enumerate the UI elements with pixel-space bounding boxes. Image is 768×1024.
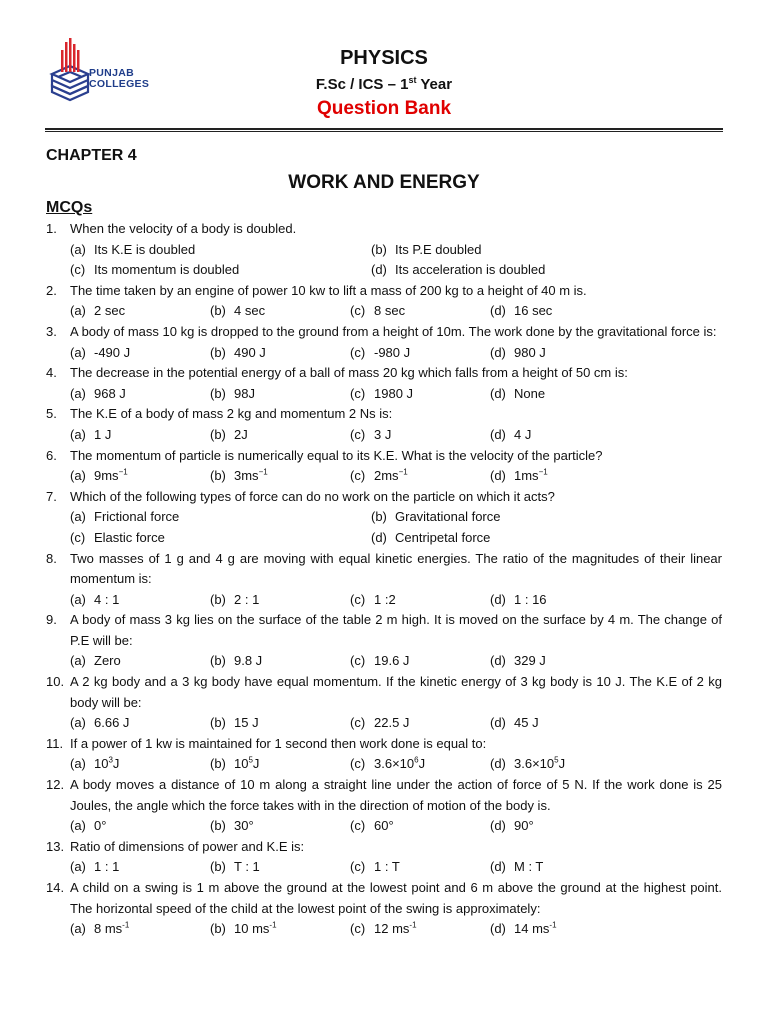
question-number: 3. [46,323,57,339]
option [70,754,210,775]
option [350,301,490,322]
option-text: 16 sec [514,303,553,319]
option-text: Gravitational force [395,509,501,525]
section-heading: MCQs [46,199,93,216]
option-letter: (d) [371,529,387,545]
option [210,384,350,405]
option-letter: (a) [70,303,86,319]
option-letter: (c) [70,262,86,278]
option [210,713,350,734]
option-letter: (b) [210,921,226,937]
option [490,425,630,446]
option [210,816,350,837]
option-letter: (c) [350,303,366,319]
option-exponent: -1 [269,920,277,930]
page-header [0,0,768,130]
option-text: T : 1 [234,859,260,875]
option [70,384,210,405]
option-text: 2 : 1 [234,591,260,607]
option-letter: (d) [371,262,387,278]
option-letter: (b) [210,818,226,834]
option-letter: (b) [210,468,226,484]
option [70,240,371,261]
option [371,240,672,261]
question-text: If a power of 1 kw is maintained for 1 second then work done is equal to: [70,735,487,751]
option-letter: (c) [350,756,366,772]
logo-line-2: COLLEGES [89,78,150,90]
option-letter: (d) [490,303,506,319]
option-text: 1 :2 [374,591,396,607]
class-prefix: F.Sc / ICS – 1 [315,76,409,93]
question [46,549,722,590]
option-text: 3ms [234,468,259,484]
question-number: 7. [46,488,57,504]
option [490,919,630,940]
options [46,816,722,837]
option-exponent: -1 [409,920,417,930]
option-exponent: 5 [554,756,559,766]
option-text: 2J [234,426,248,442]
option-letter: (a) [70,241,86,257]
question [46,734,722,755]
option [371,260,672,281]
option [210,590,350,611]
option-text: Its K.E is doubled [94,241,196,257]
option-text: 9ms [94,468,119,484]
question [46,775,722,816]
question-text: Ratio of dimensions of power and K.E is: [70,838,305,854]
option [210,466,350,487]
option-exponent: −1 [538,467,548,477]
question-text: The momentum of particle is numerically equal to its K.E. What is the velocity of the particle? [70,447,603,463]
option-text: 4 : 1 [94,591,120,607]
option-text: 1ms [514,468,539,484]
option-letter: (a) [70,653,86,669]
option-text: 30° [234,818,254,834]
option-exponent: -1 [549,920,557,930]
option-letter: (b) [210,344,226,360]
options [46,713,722,734]
question-text: Which of the following types of force can do no work on the particle on which it acts? [70,488,555,504]
option [350,713,490,734]
topic-heading: WORK AND ENERGY [288,172,480,193]
option-letter: (a) [70,344,86,360]
question-number: 13. [46,838,65,854]
question-text: The decrease in the potential energy of a ball of mass 20 kg which falls from a height of 50 cm is: [70,365,628,381]
options [46,857,722,878]
option [70,528,371,549]
option [350,343,490,364]
question [46,281,722,302]
options [46,425,722,446]
option-text: 98J [234,385,255,401]
option-text: 3.6×10 [374,756,415,772]
class-suffix: Year [416,76,453,93]
option-letter: (d) [490,426,506,442]
option [70,301,210,322]
mcq-list [46,219,722,940]
options [46,240,722,281]
option [70,507,371,528]
subject-title: PHYSICS [340,47,428,69]
option [350,754,490,775]
option-letter: (c) [350,715,366,731]
question-text: A body moves a distance of 10 m along a straight line under the action of force of 5 N. If the work done is 25 Joules, the angle which the force takes with in the direction of motion of the body is. [70,777,722,813]
option-text: Its acceleration is doubled [395,262,546,278]
option-exponent: −1 [398,467,408,477]
question-number: 4. [46,365,57,381]
option-text: -980 J [374,344,411,360]
option [350,590,490,611]
header-divider [45,128,723,132]
option-text: 19.6 J [374,653,410,669]
option [490,590,630,611]
option-letter: (d) [490,756,506,772]
question [46,487,722,508]
option [490,651,630,672]
options [46,301,722,322]
option-text: 15 J [234,715,259,731]
option-exponent: 6 [414,756,419,766]
option-text: 9.8 J [234,653,263,669]
option-letter: (c) [350,591,366,607]
question-text: A 2 kg body and a 3 kg body have equal momentum. If the kinetic energy of 3 kg body is 10 J. The K.E of 2 kg body will be: [70,674,722,710]
option [70,816,210,837]
option [70,466,210,487]
option-letter: (d) [490,385,506,401]
option-unit: J [418,756,426,772]
option-text: 1 : T [374,859,400,875]
option-letter: (b) [210,859,226,875]
option [210,857,350,878]
option-text: Frictional force [94,509,180,525]
option-letter: (b) [210,715,226,731]
option [490,713,630,734]
option-letter: (d) [490,653,506,669]
option-text: 3.6×10 [514,756,555,772]
option [490,816,630,837]
option [210,301,350,322]
option-letter: (b) [210,426,226,442]
option-letter: (d) [490,859,506,875]
option-letter: (c) [350,921,366,937]
question [46,219,722,240]
option [210,343,350,364]
option [70,343,210,364]
option-text: 8 ms [94,921,123,937]
option-text: 14 ms [514,921,550,937]
options [46,651,722,672]
option [70,425,210,446]
question-text: A child on a swing is 1 m above the ground at the lowest point and 6 m above the ground at the highest point. The horizontal speed of the child at the lowest point of the swing is approximately: [70,880,722,916]
option-text: 10 ms [234,921,270,937]
option [371,507,672,528]
option-letter: (a) [70,859,86,875]
option-letter: (a) [70,921,86,937]
option-text: 1 J [94,426,112,442]
chapter-heading: CHAPTER 4 [46,147,137,164]
class-subtitle [0,76,768,93]
options [46,466,722,487]
option [371,528,672,549]
logo-line-1: PUNJAB [89,67,134,79]
option [70,590,210,611]
option [490,466,630,487]
options [46,754,722,775]
option [210,754,350,775]
option-text: 3 J [374,426,392,442]
option [70,651,210,672]
option-letter: (a) [70,756,86,772]
option-unit: J [112,756,120,772]
question-text: Two masses of 1 g and 4 g are moving with equal kinetic energies. The ratio of the magnitudes of their linear momentum is: [70,550,722,587]
option-text: 6.66 J [94,715,130,731]
question [46,322,722,343]
option [70,857,210,878]
question [46,404,722,425]
option-unit: J [558,756,566,772]
option-letter: (c) [350,468,366,484]
question [46,363,722,384]
options [46,507,722,548]
option [70,260,371,281]
option-text: 1 : 1 [94,859,120,875]
option-letter: (b) [210,756,226,772]
class-sup: st [408,75,417,85]
option-letter: (d) [490,468,506,484]
option-letter: (a) [70,509,86,525]
option-letter: (b) [210,385,226,401]
question-number: 12. [46,777,65,793]
question [46,837,722,858]
option-letter: (c) [350,653,366,669]
question-number: 14. [46,880,65,895]
option [350,384,490,405]
option-text: 1980 J [374,385,414,401]
option-exponent: 3 [108,756,113,766]
option-letter: (a) [70,715,86,731]
option-letter: (c) [350,818,366,834]
option-letter: (c) [70,529,86,545]
option-text: 22.5 J [374,715,410,731]
option-letter: (a) [70,591,86,607]
option [490,384,630,405]
option-text: 968 J [94,385,126,401]
option-text: 90° [514,818,534,834]
option-text: Zero [94,653,121,669]
option [350,466,490,487]
question-number: 11. [46,735,64,751]
option-letter: (d) [490,344,506,360]
question [46,672,722,713]
option-text: 2 sec [94,303,126,319]
question-number: 9. [46,612,57,628]
option-letter: (d) [490,715,506,731]
option-letter: (b) [371,509,387,525]
option-text: Centripetal force [395,529,491,545]
question-text: The K.E of a body of mass 2 kg and momentum 2 Ns is: [70,406,393,422]
question-text: When the velocity of a body is doubled. [70,221,297,236]
option [490,754,630,775]
option-letter: (c) [350,385,366,401]
option-exponent: -1 [122,920,130,930]
option [70,919,210,940]
option-letter: (d) [490,591,506,607]
option-letter: (b) [210,653,226,669]
option-text: 10 [94,756,109,772]
options [46,919,722,940]
option [70,713,210,734]
question-number: 6. [46,447,57,463]
option [350,651,490,672]
option [350,857,490,878]
option-text: -490 J [94,344,131,360]
question-number: 1. [46,221,57,236]
option-letter: (c) [350,344,366,360]
question-number: 2. [46,282,57,298]
option-text: 980 J [514,344,546,360]
option-exponent: −1 [118,467,128,477]
option [490,343,630,364]
option-letter: (a) [70,818,86,834]
option-exponent: −1 [258,467,268,477]
option [490,301,630,322]
option-text: None [514,385,546,401]
question [46,610,722,651]
question [46,446,722,467]
options [46,590,722,611]
option-letter: (a) [70,385,86,401]
option-text: 8 sec [374,303,406,319]
question-number: 8. [46,550,57,566]
question-text: A body of mass 3 kg lies on the surface of the table 2 m high. It is moved on the surface by 4 m. The change of P.E will be: [70,612,722,648]
option-text: 60° [374,818,394,834]
option-text: M : T [514,859,544,875]
option [350,425,490,446]
option-text: 2ms [374,468,399,484]
option-text: 0° [94,818,107,834]
option-letter: (a) [70,468,86,484]
option [210,425,350,446]
option-text: 45 J [514,715,539,731]
question [46,878,722,919]
option-text: Elastic force [94,529,165,545]
option-letter: (d) [490,921,506,937]
option-letter: (a) [70,426,86,442]
option [350,816,490,837]
option [490,857,630,878]
option-text: Its momentum is doubled [94,262,240,278]
options [46,343,722,364]
option-letter: (c) [350,859,366,875]
option-letter: (d) [490,818,506,834]
option [210,651,350,672]
option-exponent: 5 [248,756,253,766]
option [210,919,350,940]
option-letter: (b) [210,303,226,319]
option [350,919,490,940]
question-text: The time taken by an engine of power 10 kw to lift a mass of 200 kg to a height of 40 m is. [70,282,587,298]
option-text: 490 J [234,344,266,360]
option-text: 10 [234,756,249,772]
option-letter: (b) [210,591,226,607]
option-text: 329 J [514,653,546,669]
option-letter: (c) [350,426,366,442]
option-text: 1 : 16 [514,591,547,607]
option-text: 4 sec [234,303,266,319]
option-text: 12 ms [374,921,410,937]
question-bank-title: Question Bank [316,98,452,119]
option-letter: (b) [371,241,387,257]
question-number: 5. [46,406,57,422]
option-text: Its P.E doubled [395,241,482,257]
options [46,384,722,405]
option-unit: J [252,756,260,772]
question-number: 10. [46,674,65,690]
question-text: A body of mass 10 kg is dropped to the ground from a height of 10m. The work done by the gravitational force is: [70,323,717,339]
option-text: 4 J [514,426,532,442]
